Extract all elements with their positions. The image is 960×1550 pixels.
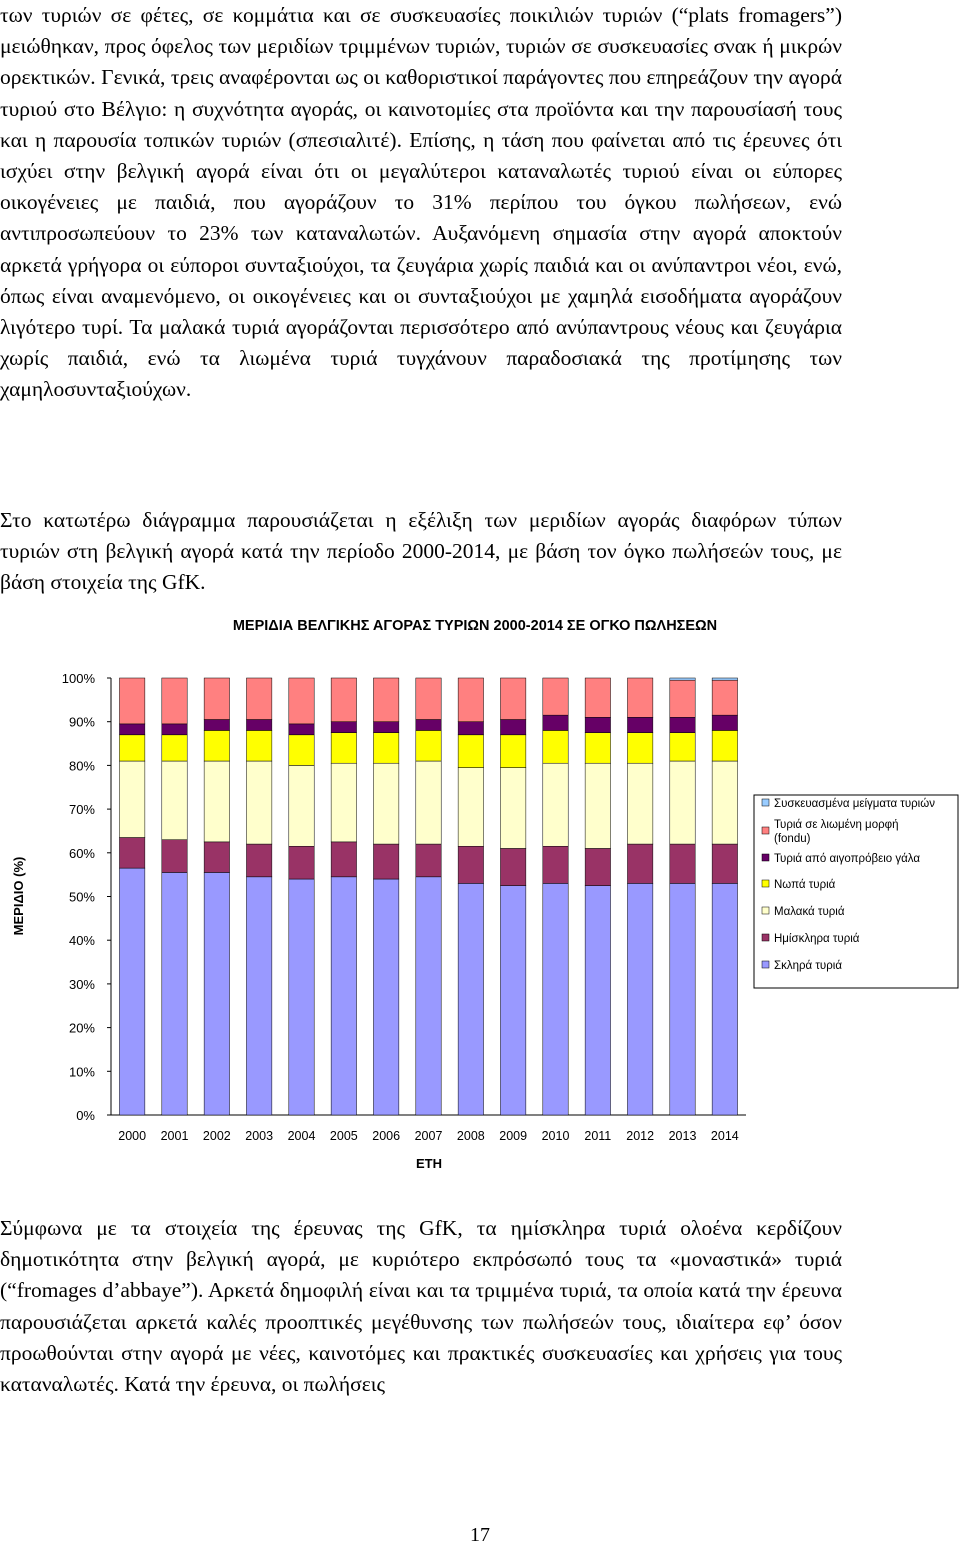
- bar-segment: [246, 678, 271, 720]
- y-axis-label: ΜΕΡΙΔΙΟ (%): [11, 856, 26, 936]
- x-tick-label: 2009: [499, 1129, 528, 1143]
- bar-segment: [670, 717, 695, 732]
- bar-segment: [289, 724, 314, 735]
- bar-segment: [627, 717, 652, 732]
- bar-segment: [500, 768, 525, 849]
- x-tick-label: 2006: [372, 1129, 401, 1143]
- bar-segment: [119, 735, 144, 761]
- bar-segment: [458, 768, 483, 847]
- y-tick-label: 60%: [68, 845, 95, 861]
- bar-segment: [331, 763, 356, 842]
- y-tick-label: 0%: [76, 1108, 95, 1123]
- bar-segment: [246, 844, 271, 877]
- bar-segment: [289, 879, 314, 1115]
- bar-segment: [162, 735, 187, 761]
- legend-entry: Νωπά τυριά: [774, 879, 836, 891]
- x-tick-label: 2005: [329, 1129, 358, 1143]
- bar-segment: [416, 877, 441, 1115]
- bar-segment: [585, 733, 610, 764]
- bar-segment: [331, 722, 356, 733]
- bar-segment: [289, 765, 314, 846]
- bar-segment: [119, 838, 144, 869]
- bar-segment: [627, 733, 652, 764]
- bar-segment: [331, 733, 356, 764]
- x-tick-label: 2003: [245, 1129, 274, 1143]
- bar-segment: [712, 680, 737, 715]
- bar-segment: [543, 730, 568, 763]
- bar-segment: [204, 678, 229, 720]
- bar-segment: [627, 763, 652, 844]
- bar-segment: [670, 761, 695, 844]
- bar-segment: [458, 722, 483, 735]
- bar-segment: [585, 886, 610, 1115]
- bar-segment: [204, 720, 229, 731]
- bar-segment: [670, 733, 695, 761]
- x-tick-label: 2012: [626, 1129, 655, 1143]
- bar-segment: [373, 733, 398, 764]
- bar-segment: [416, 730, 441, 761]
- bar-segment: [500, 720, 525, 735]
- x-tick-label: 2014: [710, 1129, 739, 1143]
- bar-segment: [204, 761, 229, 842]
- bar-segment: [162, 724, 187, 735]
- bar-segment: [373, 722, 398, 733]
- bar-segment: [585, 848, 610, 885]
- bar-segment: [331, 842, 356, 877]
- bar-segment: [543, 678, 568, 715]
- legend-swatch: [762, 827, 769, 834]
- x-tick-label: 2000: [118, 1129, 147, 1143]
- bar-segment: [289, 678, 314, 724]
- bar-segment: [416, 678, 441, 720]
- bar-segment: [543, 846, 568, 883]
- x-axis-label: ΕΤΗ: [416, 1156, 442, 1171]
- body-paragraph-3: Σύμφωνα με τα στοιχεία της έρευνας της GfK, τα ημίσκληρα τυριά ολοένα κερδίζουν δημοτικότητα στην βελγική αγορά, με κυριότερο εκπρόσωπό τους τα «μοναστικά» τυριά (“fromages d’abbaye”). Αρκετά δημοφιλή είναι και τα τριμμένα τυριά, τα οποία κατά την έρευνα παρουσιάζεται αρκετά καλές προοπτικές μεγέθυνσης των πωλήσεών τους, ιδιαίτερα εφ’ όσον προωθούνται στην αγορά με νέες, καινοτόμες και πρακτικές συσκευασίες και χρήσεις για τους καταναλωτές. Κατά την έρευνα, οι πωλήσεις: [0, 1216, 842, 1397]
- bar-segment: [204, 872, 229, 1115]
- bar-segment: [458, 846, 483, 883]
- x-tick-label: 2002: [202, 1129, 231, 1143]
- bar-segment: [670, 680, 695, 717]
- bar-segment: [500, 886, 525, 1115]
- chart-svg: [0, 605, 960, 1185]
- bar-segment: [373, 879, 398, 1115]
- x-tick-label: 2010: [541, 1129, 570, 1143]
- bar-segment: [204, 730, 229, 761]
- bar-segment: [712, 761, 737, 844]
- bar-segment: [416, 720, 441, 731]
- bar-segment: [458, 678, 483, 722]
- bar-segment: [119, 868, 144, 1115]
- bar-segment: [585, 763, 610, 848]
- y-tick-label: 10%: [68, 1064, 95, 1080]
- bar-segment: [289, 846, 314, 879]
- market-share-chart: [0, 605, 960, 1185]
- bar-segment: [500, 735, 525, 768]
- legend-entry: Ημίσκληρα τυριά: [774, 933, 860, 945]
- legend-swatch: [762, 934, 769, 941]
- x-tick-label: 2007: [414, 1129, 443, 1143]
- bar-segment: [543, 883, 568, 1115]
- x-tick-label: 2013: [668, 1129, 697, 1143]
- y-tick-label: 40%: [68, 933, 95, 949]
- legend-entry: Σκληρά τυριά: [774, 960, 842, 972]
- bar-segment: [416, 844, 441, 877]
- bar-segment: [500, 848, 525, 885]
- bar-segment: [458, 883, 483, 1115]
- bar-segment: [162, 678, 187, 724]
- bar-segment: [119, 761, 144, 837]
- bar-segment: [331, 877, 356, 1115]
- bar-segment: [458, 735, 483, 768]
- legend-entry: Μαλακά τυριά: [774, 906, 845, 918]
- bar-segment: [500, 678, 525, 720]
- bar-segment: [712, 883, 737, 1115]
- bar-segment: [670, 844, 695, 883]
- bar-segment: [670, 678, 695, 680]
- y-tick-label: 100%: [61, 671, 95, 686]
- body-paragraph-2: Στο κατωτέρω διάγραμμα παρουσιάζεται η εξέλιξη των μεριδίων αγοράς διαφόρων τύπων τυριών στη βελγική αγορά κατά την περίοδο 2000-2014, με βάση τον όγκο πωλήσεών τους, με βάση στοιχεία της GfK.: [0, 508, 842, 595]
- body-paragraph-1: των τυριών σε φέτες, σε κομμάτια και σε συσκευασίες ποικιλιών τυριών (“plats fromagers”) μειώθηκαν, προς όφελος των μεριδίων τριμμένων τυριών, τυριών σε συσκευασίες σνακ ή μικρών ορεκτικών. Γενικά, τρεις αναφέρονται ως οι καθοριστικοί παράγοντες που επηρεάζουν την αγορά τυριού στο Βέλγιο: η συχνότητα αγοράς, οι καινοτομίες στα προϊόντα και την παρουσίασή τους και η παρουσία τοπικών τυριών (σπεσιαλιτέ). Επίσης, η τάση που φαίνεται από τις έρευνες ότι ισχύει στην βελγική αγορά είναι ότι οι μεγαλύτεροι καταναλωτές τυριού είναι οι εύπορες οικογένειες με παιδιά, που αγοράζουν το 31% περίπου του όγκου πωλήσεων, ενώ αντιπροσωπεύουν το 23% των καταναλωτών. Αυξανόμενη σημασία στην αγορά αποκτούν αρκετά γρήγορα οι εύποροι συνταξιούχοι, τα ζευγάρια χωρίς παιδιά και οι ανύπαντροι νέοι, ενώ, όπως είναι αναμενόμενο, οι οικογένειες και οι συνταξιούχοι με χαμηλά εισοδήματα αγοράζουν λιγότερο τυρί. Τα μαλακά τυριά αγοράζονται περισσότερο από ανύπαντρους νέους και ζευγάρια χωρίς παιδιά, ενώ τα λιωμένα τυριά τυγχάνουν παραδοσιακά της προτίμησης των χαμηλοσυνταξιούχων.: [0, 3, 842, 402]
- bar-segment: [119, 678, 144, 724]
- bar-segment: [627, 883, 652, 1115]
- bar-segment: [585, 678, 610, 717]
- bar-segment: [670, 883, 695, 1115]
- x-tick-label: 2004: [287, 1129, 316, 1143]
- legend-entry: Συσκευασμένα μείγματα τυριών: [774, 798, 935, 810]
- bar-segment: [373, 678, 398, 722]
- bar-segment: [162, 761, 187, 840]
- bar-segment: [416, 761, 441, 844]
- y-tick-label: 20%: [68, 1020, 95, 1036]
- y-tick-label: 70%: [68, 802, 95, 818]
- bar-segment: [627, 844, 652, 883]
- bar-segment: [162, 872, 187, 1115]
- y-tick-label: 80%: [68, 758, 95, 774]
- bar-segment: [712, 678, 737, 680]
- x-tick-label: 2001: [160, 1129, 189, 1143]
- legend-entry: Τυριά σε λιωμένη μορφή (fondu): [774, 819, 899, 845]
- legend-swatch: [762, 799, 769, 806]
- bar-segment: [373, 844, 398, 879]
- bar-segment: [331, 678, 356, 722]
- bar-segment: [119, 724, 144, 735]
- bar-segment: [162, 840, 187, 873]
- bar-segment: [585, 717, 610, 732]
- bar-segment: [204, 842, 229, 873]
- bar-segment: [712, 730, 737, 761]
- bar-segment: [373, 763, 398, 844]
- bar-segment: [543, 763, 568, 846]
- legend-swatch: [762, 854, 769, 861]
- x-tick-label: 2008: [456, 1129, 485, 1143]
- legend-swatch: [762, 880, 769, 887]
- legend-entry: Τυριά από αιγοπρόβειο γάλα: [774, 853, 921, 865]
- x-tick-label: 2011: [584, 1129, 612, 1143]
- legend-swatch: [762, 961, 769, 968]
- bar-segment: [543, 715, 568, 730]
- y-tick-label: 50%: [68, 889, 95, 905]
- legend-swatch: [762, 907, 769, 914]
- y-tick-label: 30%: [68, 976, 95, 992]
- bar-segment: [712, 715, 737, 730]
- bar-segment: [246, 730, 271, 761]
- bar-segment: [627, 678, 652, 717]
- bar-segment: [712, 844, 737, 883]
- page-number: 17: [470, 1524, 490, 1546]
- bar-segment: [246, 761, 271, 844]
- chart-title: ΜΕΡΙΔΙΑ ΒΕΛΓΙΚΗΣ ΑΓΟΡΑΣ ΤΥΡΙΩΝ 2000-2014 ΣΕ ΟΓΚΟ ΠΩΛΗΣΕΩΝ: [232, 618, 718, 634]
- bar-segment: [246, 720, 271, 731]
- bar-segment: [246, 877, 271, 1115]
- bar-segment: [289, 735, 314, 766]
- y-tick-label: 90%: [68, 714, 95, 730]
